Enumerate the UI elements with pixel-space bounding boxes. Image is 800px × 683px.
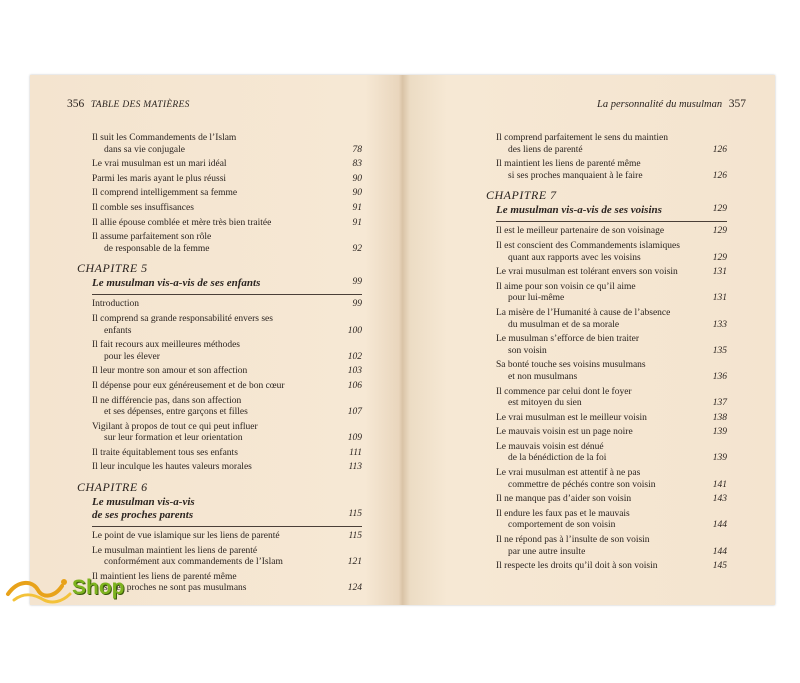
toc-entry-text: La misère de l’Humanité à cause de l’absence <box>496 307 671 318</box>
toc-entry-text-continued: son voisin <box>508 345 547 356</box>
toc-entry <box>403 494 775 506</box>
toc-entry <box>30 218 402 230</box>
toc-entry <box>30 174 402 186</box>
toc-entry <box>30 133 402 156</box>
toc-entry-text-continued: pour les élever <box>104 351 160 362</box>
chapter-5-title-text: Le musulman vis-a-vis de ses enfants <box>92 277 261 290</box>
toc-entry-page: 90 <box>352 188 362 199</box>
toc-entry-text: Vigilant à propos de tout ce qui peut influer <box>92 421 258 432</box>
toc-entry-text-continued: commettre de péchés contre son voisin <box>508 479 656 490</box>
toc-entry <box>403 360 775 383</box>
toc-entry-text: Il dépense pour eux généreusement et de bon cœur <box>92 380 285 391</box>
toc-entry <box>403 334 775 357</box>
left-page <box>30 75 402 605</box>
toc-entry <box>30 232 402 255</box>
toc-entry-text: Il commence par celui dont le foyer <box>496 386 632 397</box>
toc-entry-page: 99 <box>352 299 362 310</box>
toc-entry-page: 136 <box>712 371 727 382</box>
toc-entry-page: 109 <box>347 433 362 444</box>
chapter-7-title-text: Le musulman vis-a-vis de ses voisins <box>496 204 662 217</box>
toc-entry-text-continued: quant aux rapports avec les voisins <box>508 252 641 263</box>
toc-entry <box>30 366 402 378</box>
toc-entry-text-continued: pour lui-même <box>508 293 565 304</box>
right-page-number: 357 <box>728 98 746 110</box>
toc-entry-text: Il comprend intelligemment sa femme <box>92 188 238 199</box>
swirl-logo-icon <box>4 572 74 608</box>
toc-entry <box>30 531 402 543</box>
toc-entry-text: Il maintient les liens de parenté même <box>92 571 237 582</box>
toc-entry-page: 78 <box>352 144 362 155</box>
toc-entry-page: 137 <box>712 398 727 409</box>
toc-entry-page: 126 <box>712 170 727 181</box>
toc-entry-page: 145 <box>712 561 727 572</box>
toc-entry-page: 107 <box>347 407 362 418</box>
toc-entry <box>30 340 402 363</box>
toc-entry-page: 113 <box>348 462 362 473</box>
toc-entry-text: Le mauvais voisin est dénué <box>496 441 604 452</box>
chapter-6-title-line1: Le musulman vis-a-vis <box>92 496 195 509</box>
toc-entry <box>30 381 402 393</box>
toc-entry-text: Il comprend sa grande responsabilité envers ses <box>92 313 273 324</box>
shop-logo[interactable] <box>4 572 164 608</box>
toc-entry-text: Le mauvais voisin est un page noire <box>496 427 633 438</box>
toc-entry-text: Le musulman s’efforce de bien traiter <box>496 334 640 345</box>
chapter-5-title <box>30 277 402 290</box>
chapter-5-rule <box>92 294 362 295</box>
toc-entry-page: 129 <box>712 226 727 237</box>
toc-entry-text-continued: des liens de parenté <box>508 144 583 155</box>
toc-entry-text: Il assume parfaitement son rôle <box>92 232 212 243</box>
toc-entry <box>30 462 402 474</box>
toc-entry-page: 141 <box>712 479 727 490</box>
toc-entry-page: 131 <box>712 267 727 278</box>
toc-entry-page: 138 <box>712 412 727 423</box>
toc-entry <box>403 468 775 491</box>
toc-entry-text: Le musulman maintient les liens de parenté <box>92 545 258 556</box>
toc-entry-page: 91 <box>352 217 362 228</box>
toc-entry-text: Il maintient les liens de parenté même <box>496 159 641 170</box>
toc-entry-text-continued: de responsable de la femme <box>104 243 210 254</box>
toc-entry <box>30 159 402 171</box>
toc-entry-text: Il ne manque pas d’aider son voisin <box>496 494 632 505</box>
toc-entry-text: Il allie épouse comblée et mère très bien traitée <box>92 217 272 228</box>
toc-entry-text: Il comprend parfaitement le sens du maintien <box>496 133 668 143</box>
right-header-title: La personnalité du musulman <box>596 99 723 110</box>
chapter-7-page: 129 <box>712 204 727 215</box>
toc-entry <box>403 159 775 182</box>
toc-entry-text-continued: enfants <box>104 325 132 336</box>
toc-entry-page: 102 <box>347 351 362 362</box>
toc-entry-page: 111 <box>349 447 362 458</box>
toc-entry-page: 90 <box>352 173 362 184</box>
toc-entry-page: 139 <box>712 453 727 464</box>
toc-entry-page: 126 <box>712 144 727 155</box>
toc-entry-page: 115 <box>348 531 362 542</box>
left-toc <box>30 133 402 598</box>
toc-entry-text: Le point de vue islamique sur les liens de parenté <box>92 531 280 542</box>
toc-entry-page: 121 <box>347 557 362 568</box>
toc-entry-text: Il fait recours aux meilleures méthodes <box>92 340 240 351</box>
toc-entry-text-continued: conformément aux commandements de l’Islam <box>104 557 283 568</box>
toc-entry-page: 83 <box>352 159 362 170</box>
toc-entry-text: Il aime pour son voisin ce qu’il aime <box>496 281 636 292</box>
toc-entry-text: Il leur montre son amour et son affection <box>92 366 248 377</box>
toc-entry <box>403 241 775 264</box>
toc-entry-text: Il ne répond pas à l’insulte de son voisin <box>496 535 650 546</box>
toc-entry-page: 124 <box>347 583 362 594</box>
toc-entry-page: 106 <box>347 380 362 391</box>
toc-entry-text: Il endure les faux pas et le mauvais <box>496 508 630 519</box>
chapter-5-label: CHAPITRE 5 <box>77 261 148 276</box>
toc-entry-text: Il leur inculque les hautes valeurs morales <box>92 462 252 473</box>
toc-entry-page: 103 <box>347 366 362 377</box>
toc-entry-page: 133 <box>712 319 727 330</box>
toc-entry <box>30 188 402 200</box>
toc-entry-page: 144 <box>712 546 727 557</box>
toc-entry <box>403 509 775 532</box>
toc-entry-text: Introduction <box>92 299 139 310</box>
logo-text: Shop <box>72 576 125 599</box>
toc-entry <box>403 535 775 558</box>
toc-entry <box>403 442 775 465</box>
toc-entry-text: Le vrai musulman est le meilleur voisin <box>496 412 647 423</box>
toc-entry-text-continued: et non musulmans <box>508 371 578 382</box>
toc-entry-page: 92 <box>352 243 362 254</box>
left-page-number: 356 <box>67 98 85 110</box>
right-toc <box>403 133 775 576</box>
toc-entry <box>30 546 402 569</box>
toc-entry <box>403 561 775 573</box>
toc-entry-text: Il comble ses insuffisances <box>92 202 194 213</box>
toc-entry-page: 135 <box>712 345 727 356</box>
chapter-5-page: 99 <box>352 277 362 288</box>
toc-entry <box>403 282 775 305</box>
toc-entry <box>30 314 402 337</box>
toc-entry <box>30 396 402 419</box>
toc-entry-text-continued: dans sa vie conjugale <box>104 144 185 155</box>
toc-entry-text: Il suit les Commandements de l’Islam <box>92 133 237 143</box>
toc-entry-text: Le vrai musulman est attentif à ne pas <box>496 468 641 479</box>
open-book <box>30 75 775 605</box>
chapter-6-title-line2: de ses proches parents <box>92 509 194 522</box>
toc-entry-text-continued: est mitoyen du sien <box>508 398 582 409</box>
toc-entry <box>403 133 775 156</box>
chapter-7-rule <box>496 221 727 222</box>
chapter-6-rule <box>92 526 362 527</box>
toc-entry-page: 129 <box>712 252 727 263</box>
toc-entry <box>30 203 402 215</box>
toc-entry-page: 144 <box>712 520 727 531</box>
toc-entry <box>30 448 402 460</box>
toc-entry-text-continued: comportement de son voisin <box>508 520 616 531</box>
chapter-6-title <box>30 496 402 522</box>
toc-entry-page: 139 <box>712 427 727 438</box>
toc-entry <box>403 413 775 425</box>
right-running-head <box>597 98 750 110</box>
toc-entry <box>403 226 775 238</box>
toc-entry-text-continued: de la bénédiction de la foi <box>508 453 607 464</box>
toc-entry-text: Il traite équitablement tous ses enfants <box>92 447 238 458</box>
toc-entry-text: Sa bonté touche ses voisins musulmans <box>496 360 646 371</box>
toc-entry-text: Le vrai musulman est tolérant envers son voisin <box>496 267 678 278</box>
toc-entry <box>30 422 402 445</box>
toc-entry <box>30 299 402 311</box>
right-page <box>403 75 775 605</box>
toc-entry-text: Le vrai musulman est un mari idéal <box>92 159 227 170</box>
toc-entry-text: Il est conscient des Commandements islamiques <box>496 240 680 251</box>
toc-entry-text: Il ne différencie pas, dans son affection <box>92 395 242 406</box>
toc-entry-text-continued: sur leur formation et leur orientation <box>104 433 243 444</box>
toc-entry-text-continued: si ses proches ne sont pas musulmans <box>104 583 247 594</box>
toc-entry-text: Il est le meilleur partenaire de son voisinage <box>496 226 665 237</box>
toc-entry <box>403 267 775 279</box>
toc-entry-text-continued: et ses dépenses, entre garçons et filles <box>104 407 248 418</box>
chapter-6-page: 115 <box>348 509 362 520</box>
toc-entry <box>403 427 775 439</box>
toc-entry <box>403 308 775 331</box>
left-running-head <box>63 98 190 110</box>
chapter-6-label: CHAPITRE 6 <box>77 480 148 495</box>
chapter-7-label: CHAPITRE 7 <box>486 188 557 203</box>
toc-entry <box>403 387 775 410</box>
toc-entry-page: 143 <box>712 494 727 505</box>
toc-entry-text-continued: si ses proches manquaient à le faire <box>508 170 643 181</box>
left-header-title: TABLE DES MATIÈRES <box>90 100 190 110</box>
toc-entry-page: 100 <box>347 325 362 336</box>
toc-entry-text: Il respecte les droits qu’il doit à son voisin <box>496 561 658 572</box>
toc-entry-text-continued: par une autre insulte <box>508 546 586 557</box>
toc-entry-text-continued: du musulman et de sa morale <box>508 319 620 330</box>
toc-entry-page: 131 <box>712 293 727 304</box>
chapter-7-title <box>403 204 775 217</box>
toc-entry-text: Parmi les maris ayant le plus réussi <box>92 173 227 184</box>
toc-entry-page: 91 <box>352 202 362 213</box>
